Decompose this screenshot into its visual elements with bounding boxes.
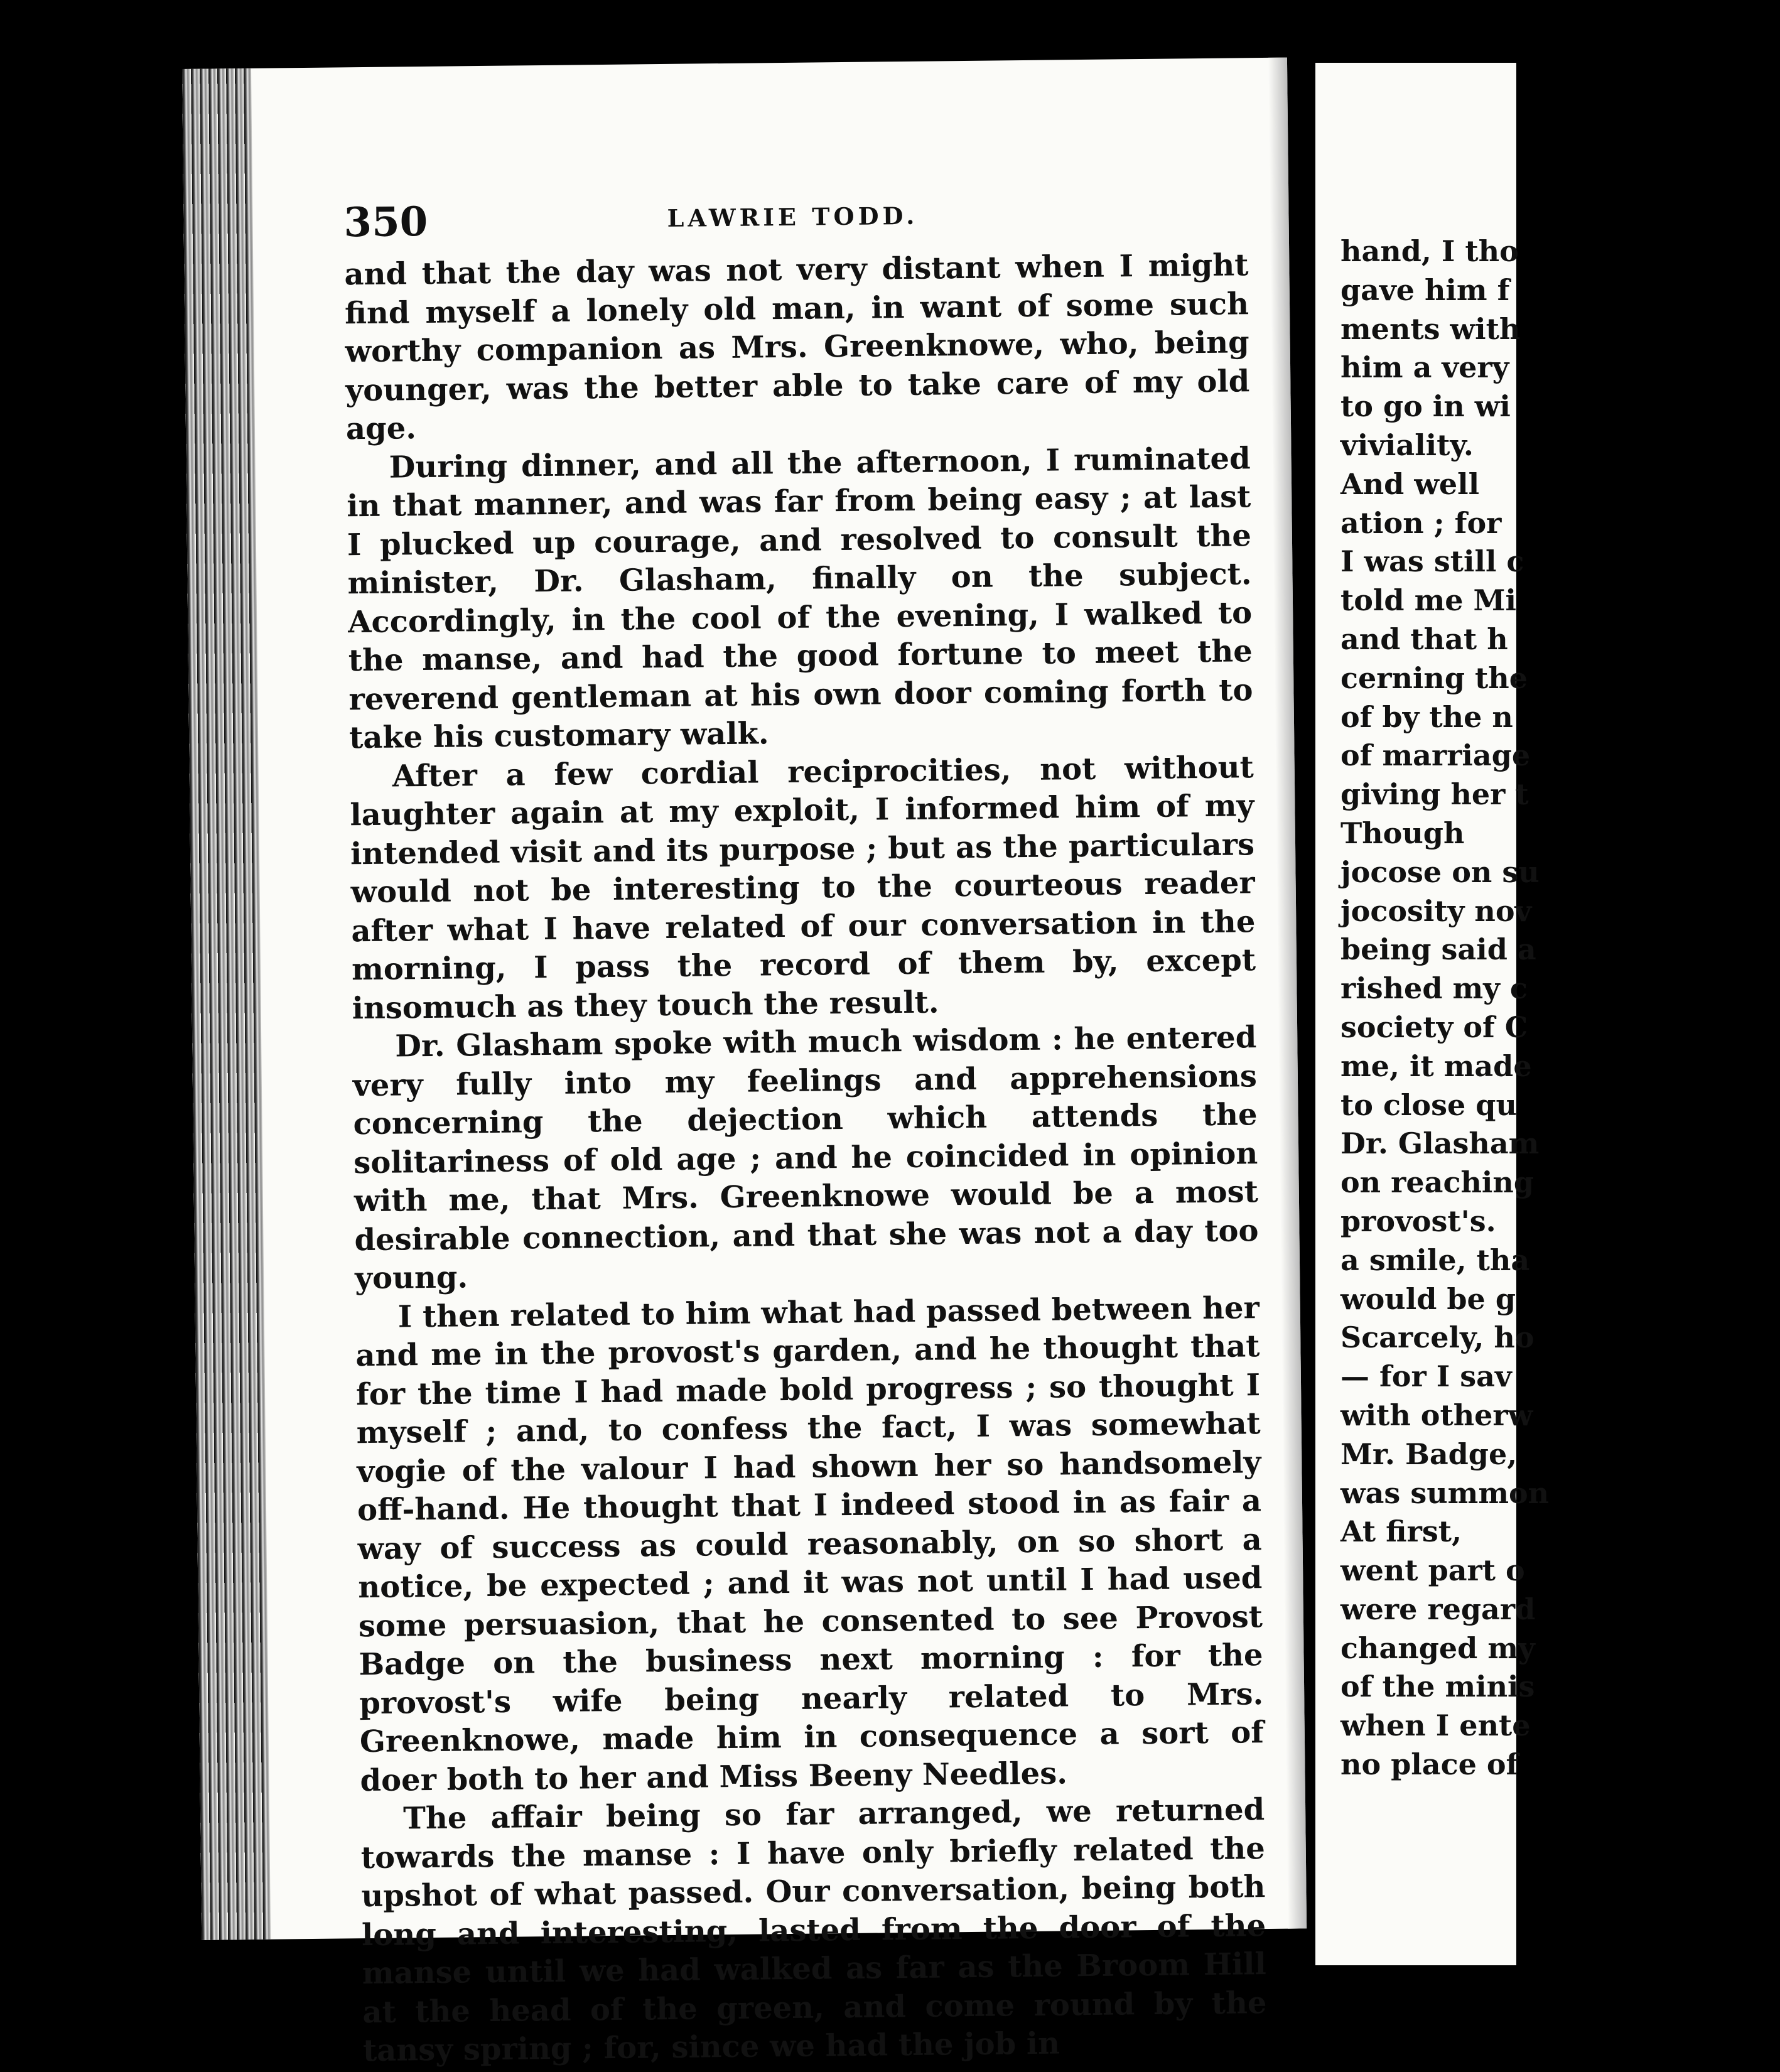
text-line: to go in wi — [1340, 389, 1511, 424]
text-line: changed my — [1340, 1631, 1535, 1665]
page-header — [343, 183, 1242, 249]
text-line: ation ; for — [1340, 505, 1502, 540]
text-line: Though — [1340, 816, 1465, 850]
paragraph: Dr. Glasham spoke with much wisdom : he entered very fully into my feelings and apprehensions concerning the dejection which attends the solitariness of old age ; and he coincided in opinion with me, that Mrs. Greenknowe would be a most desirable connection, and that she was not a day too young. — [352, 1020, 1259, 1297]
text-line: rished my c — [1340, 971, 1528, 1006]
text-line: were regard — [1340, 1592, 1536, 1626]
text-line: I was still c — [1340, 544, 1524, 579]
text-line: and that h — [1340, 622, 1508, 656]
text-line: when I ente — [1340, 1708, 1531, 1743]
text-line: a smile, tha — [1340, 1243, 1530, 1277]
text-line: no place of — [1340, 1747, 1519, 1782]
right-page-text — [1340, 232, 1780, 1784]
text-line: viviality. — [1340, 428, 1474, 462]
paragraph: and that the day was not very distant when I might find myself a lonely old man, in want of some such worthy companion as Mrs. Greenknowe, who, being younger, was the better able to take care of my old age. — [344, 247, 1250, 447]
text-line: jocosity nov — [1340, 893, 1532, 928]
text-line: — for I sav — [1340, 1359, 1512, 1394]
running-head: LAWRIE TODD. — [667, 201, 919, 232]
text-line: Scarcely, ho — [1340, 1320, 1535, 1355]
text-line: of marriage — [1340, 738, 1531, 773]
text-line: Dr. Glasham — [1340, 1126, 1540, 1161]
text-line: with otherw — [1340, 1398, 1533, 1432]
text-line: At first, — [1340, 1514, 1462, 1549]
text-line: jocose on su — [1340, 855, 1540, 889]
text-line: giving her t — [1340, 777, 1529, 812]
text-line: cerning the — [1340, 661, 1528, 695]
text-line: went part o — [1340, 1553, 1525, 1588]
right-page — [1315, 63, 1550, 1965]
text-line: ments with — [1340, 311, 1521, 346]
text-line: And well — [1340, 467, 1480, 501]
page-edge-stack — [182, 68, 271, 1940]
paragraph: During dinner, and all the afternoon, I ruminated in that manner, and was far from being easy ; at last I plucked up courage, and resolved to consult the minister, Dr. Glasham, finally on the subject. Accordingly, in the cool of the evening, I walked to the manse, and had the good fortune to meet the reverend gentleman at his own door coming forth to take his customary walk. — [347, 440, 1253, 756]
text-line: Mr. Badge, — [1340, 1437, 1518, 1471]
text-line: of the minis — [1340, 1670, 1535, 1704]
paragraph: After a few cordial reciprocities, not without laughter again at my exploit, I informed him of my intended visit and its purpose ; but as the particulars would not be interesting to the courteous reader after what I have related of our conversation in the morning, I pass the record of them by, except insomuch as they touch the result. — [350, 749, 1256, 1026]
text-line: being said a — [1340, 932, 1536, 967]
text-line: society of C — [1340, 1010, 1528, 1044]
text-line: provost's. — [1340, 1204, 1496, 1238]
text-line: gave him f — [1340, 272, 1510, 307]
page-number: 350 — [343, 198, 428, 247]
text-line: on reaching — [1340, 1165, 1534, 1200]
text-line: me, it made — [1340, 1049, 1532, 1083]
body-text — [344, 246, 1267, 2070]
text-line: would be g — [1340, 1282, 1516, 1316]
paragraph: I then related to him what had passed between her and me in the provost's garden, and he thought that for the time I had made bold progress ; so thought I myself ; and, to confess the fact, I was somewhat vogie of the valour I had shown her so handsomely off-hand. He thought that I indeed stood in as fair a way of success as could reasonably, on so short a notice, be expected ; and it was not until I had used some persuasion, that he consented to see Provost Badge on the business next morning : for the provost's wife being nearly related to Mrs. Greenknowe, made him in consequence a sort of doer both to her and Miss Beeny Needles. — [355, 1290, 1265, 1798]
text-line: hand, I tho — [1340, 234, 1519, 268]
text-line: him a very — [1340, 350, 1509, 385]
text-line: to close qu — [1340, 1087, 1517, 1122]
paragraph: The affair being so far arranged, we returned towards the manse : I have only briefly related the upshot of what passed. Our conversation, being both long and interesting, lasted from the door of the manse until we had walked as far as the Broom Hill at the head of the green, and come round by the tansy spring ; for, since we had the job in — [360, 1792, 1267, 2069]
text-line: was summon — [1340, 1476, 1550, 1510]
text-line: told me Mi — [1340, 583, 1516, 618]
gutter-shadow — [1268, 58, 1307, 1929]
text-line: of by the n — [1340, 699, 1513, 734]
left-page — [182, 58, 1307, 2069]
